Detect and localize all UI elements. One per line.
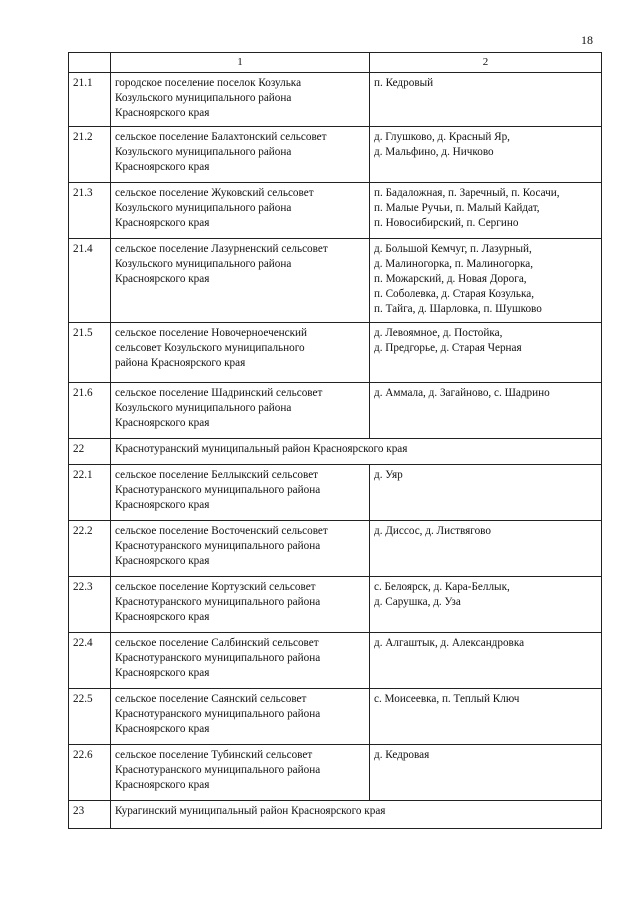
- municipalities-table: [68, 52, 602, 829]
- table-row: [69, 745, 602, 801]
- settlements-list: д. Кедровая: [370, 745, 602, 801]
- settlements-list: д. Диссос, д. Листвягово: [370, 521, 602, 577]
- page-number: 18: [581, 33, 593, 47]
- settlements-list: д. Левоямное, д. Постойка, д. Предгорье, д. Старая Черная: [370, 323, 602, 383]
- row-number: 21.4: [69, 239, 111, 323]
- settlement-municipality-name: сельское поселение Беллыкский сельсовет Краснотуранского муниципального района Красноярского края: [111, 465, 370, 521]
- table-row: [69, 689, 602, 745]
- row-number: 21.2: [69, 127, 111, 183]
- header-cell-name: 1: [111, 53, 370, 73]
- settlement-municipality-name: сельское поселение Лазурненский сельсовет Козульского муниципального района Красноярского края: [111, 239, 370, 323]
- table-row: [69, 633, 602, 689]
- settlements-list: д. Аммала, д. Загайново, с. Шадрино: [370, 383, 602, 439]
- section-row: [69, 439, 602, 465]
- settlements-list: п. Бадаложная, п. Заречный, п. Косачи, п. Малые Ручьи, п. Малый Кайдат, п. Новосибирский, п. Сергино: [370, 183, 602, 239]
- table-row: [69, 521, 602, 577]
- table-row: [69, 183, 602, 239]
- table-row: [69, 383, 602, 439]
- row-number: 22.1: [69, 465, 111, 521]
- header-cell-settlements: 2: [370, 53, 602, 73]
- table-row: [69, 127, 602, 183]
- settlement-municipality-name: сельское поселение Восточенский сельсовет Краснотуранского муниципального района Красноярского края: [111, 521, 370, 577]
- row-number: 23: [69, 801, 111, 829]
- settlements-list: д. Большой Кемчуг, п. Лазурный, д. Малиногорка, п. Малиногорка, п. Можарский, д. Новая Дорога, п. Соболевка, д. Старая Козулька, п. Тайга, д. Шарловка, п. Шушково: [370, 239, 602, 323]
- table-body: [69, 73, 602, 829]
- settlement-municipality-name: сельское поселение Балахтонский сельсовет Козульского муниципального района Красноярского края: [111, 127, 370, 183]
- row-number: 22.4: [69, 633, 111, 689]
- settlement-municipality-name: сельское поселение Новочерноеченский сельсовет Козульского муниципального района Красноярского края: [111, 323, 370, 383]
- row-number: 21.5: [69, 323, 111, 383]
- settlement-municipality-name: сельское поселение Жуковский сельсовет Козульского муниципального района Красноярского края: [111, 183, 370, 239]
- table-row: [69, 239, 602, 323]
- header-row: [69, 53, 602, 73]
- table-row: [69, 465, 602, 521]
- settlement-municipality-name: сельское поселение Шадринский сельсовет Козульского муниципального района Красноярского края: [111, 383, 370, 439]
- settlement-municipality-name: городское поселение поселок Козулька Козульского муниципального района Красноярского края: [111, 73, 370, 127]
- row-number: 22.3: [69, 577, 111, 633]
- header-cell-num: [69, 53, 111, 73]
- table-row: [69, 323, 602, 383]
- settlements-list: д. Алгаштык, д. Александровка: [370, 633, 602, 689]
- row-number: 22.2: [69, 521, 111, 577]
- settlement-municipality-name: сельское поселение Саянский сельсовет Краснотуранского муниципального района Красноярского края: [111, 689, 370, 745]
- row-number: 21.3: [69, 183, 111, 239]
- settlements-list: с. Белоярск, д. Кара-Беллык, д. Сарушка, д. Уза: [370, 577, 602, 633]
- settlements-list: д. Уяр: [370, 465, 602, 521]
- table-row: [69, 577, 602, 633]
- section-row: [69, 801, 602, 829]
- row-number: 22.5: [69, 689, 111, 745]
- section-title: Курагинский муниципальный район Красноярского края: [111, 801, 602, 829]
- row-number: 22.6: [69, 745, 111, 801]
- table-row: [69, 73, 602, 127]
- settlements-list: с. Моисеевка, п. Теплый Ключ: [370, 689, 602, 745]
- settlement-municipality-name: сельское поселение Салбинский сельсовет Краснотуранского муниципального района Красноярского края: [111, 633, 370, 689]
- row-number: 22: [69, 439, 111, 465]
- settlement-municipality-name: сельское поселение Кортузский сельсовет Краснотуранского муниципального района Красноярского края: [111, 577, 370, 633]
- section-title: Краснотуранский муниципальный район Красноярского края: [111, 439, 602, 465]
- row-number: 21.1: [69, 73, 111, 127]
- row-number: 21.6: [69, 383, 111, 439]
- settlement-municipality-name: сельское поселение Тубинский сельсовет Краснотуранского муниципального района Красноярского края: [111, 745, 370, 801]
- settlements-list: п. Кедровый: [370, 73, 602, 127]
- settlements-list: д. Глушково, д. Красный Яр, д. Мальфино, д. Ничково: [370, 127, 602, 183]
